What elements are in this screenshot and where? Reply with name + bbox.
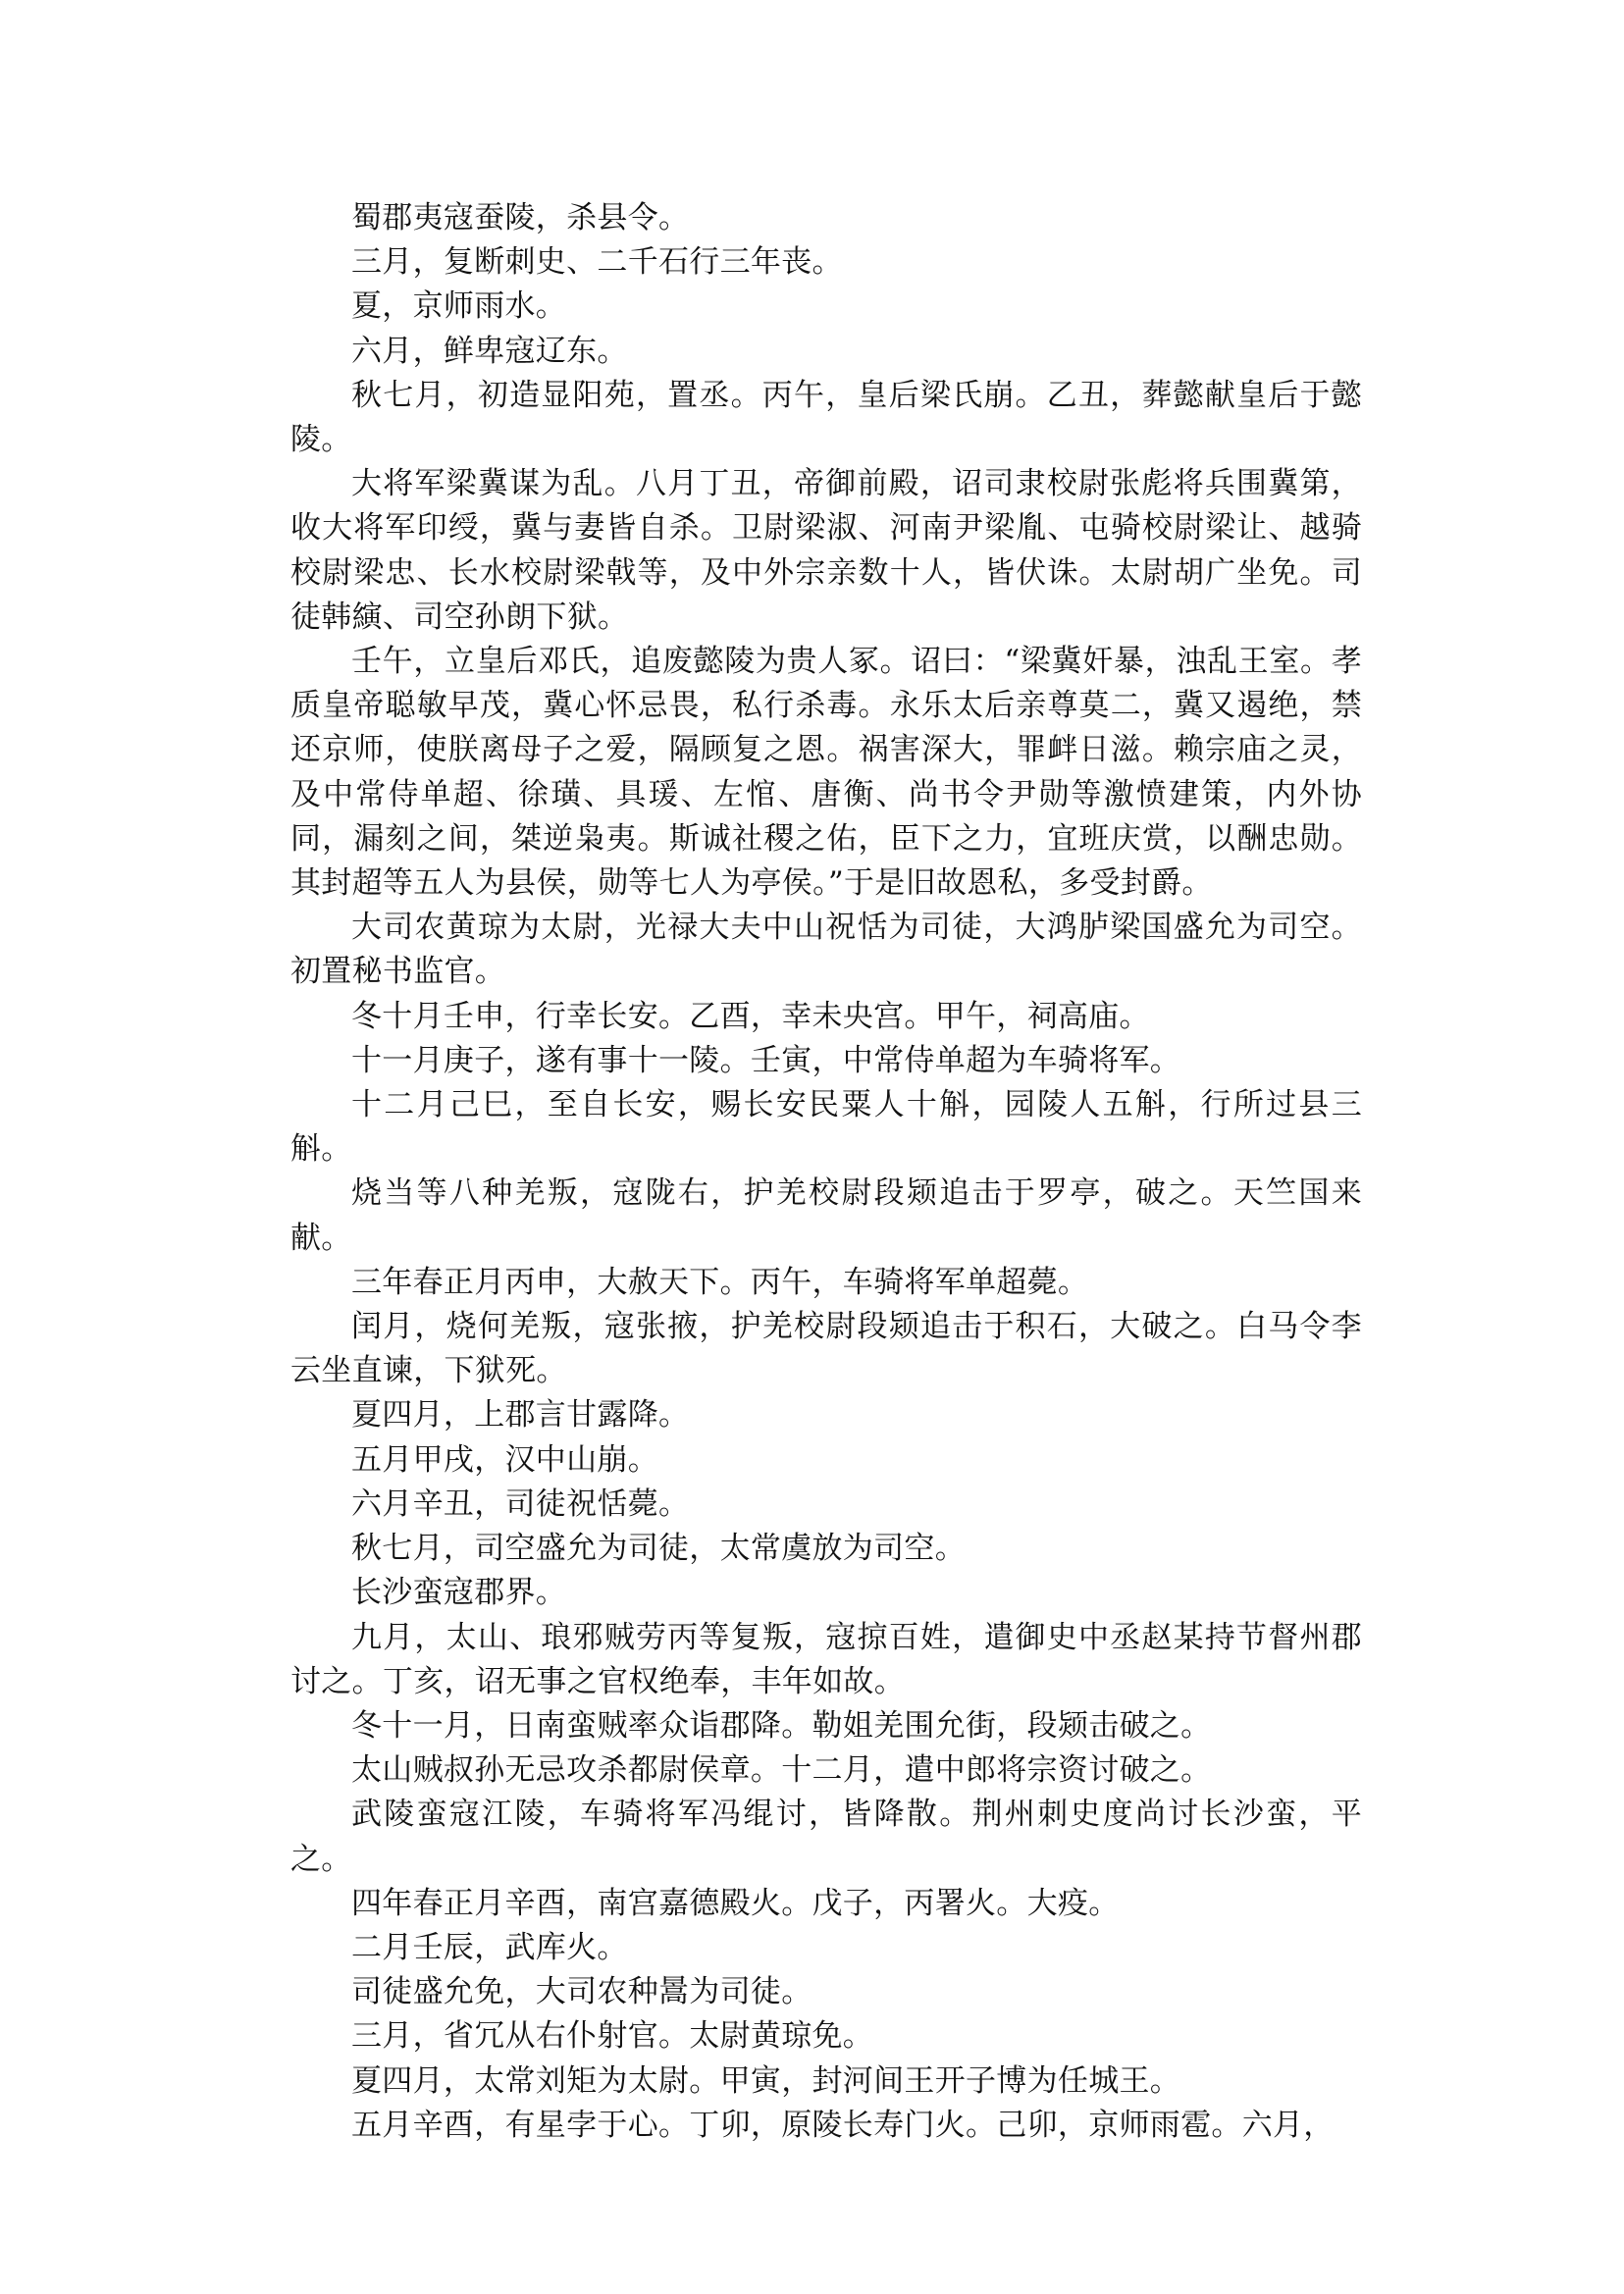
document-body [290, 196, 1362, 2148]
paragraph: 太山贼叔孙无忌攻杀都尉侯章。十二月，遣中郎将宗资讨破之。 [351, 1752, 1212, 1789]
paragraph: 夏四月，上郡言甘露降。 [351, 1397, 690, 1434]
paragraph: 烧当等八种羌叛，寇陇右，护羌校尉段颎追击于罗亭，破之。天竺国来献。 [290, 1175, 1362, 1256]
paragraph: 长沙蛮寇郡界。 [351, 1575, 567, 1611]
paragraph: 三月，复断刺史、二千石行三年丧。 [351, 244, 843, 281]
paragraph: 四年春正月辛酉，南宫嘉德殿火。戊子，丙署火。大疫。 [351, 1885, 1120, 1921]
paragraph: 十二月己巳，至自长安，赐长安民粟人十斛，园陵人五斛，行所过县三斛。 [290, 1087, 1362, 1168]
paragraph: 九月，太山、琅邪贼劳丙等复叛，寇掠百姓，遣御史中丞赵某持节督州郡讨之。丁亥，诏无事之官权绝奉，丰年如故。 [290, 1619, 1362, 1699]
paragraph: 夏四月，太常刘矩为太尉。甲寅，封河间王开子博为任城王。 [351, 2062, 1181, 2099]
paragraph: 五月辛酉，有星孛于心。丁卯，原陵长寿门火。己卯，京师雨雹。六月， [351, 2107, 1335, 2143]
paragraph: 五月甲戌，汉中山崩。 [351, 1441, 658, 1478]
paragraph: 三月，省冗从右仆射官。太尉黄琼免。 [351, 2018, 874, 2055]
paragraph: 三年春正月丙申，大赦天下。丙午，车骑将军单超薨。 [351, 1264, 1089, 1300]
paragraph: 蜀郡夷寇蚕陵，杀县令。 [351, 200, 690, 235]
paragraph: 秋七月，初造显阳苑，置丞。丙午，皇后梁氏崩。乙丑，葬懿献皇后于懿陵。 [290, 377, 1362, 458]
paragraph: 司徒盛允免，大司农种暠为司徒。 [351, 1974, 812, 2010]
paragraph: 六月，鲜卑寇辽东。 [351, 333, 628, 369]
paragraph: 冬十一月，日南蛮贼率众诣郡降。勒姐羌围允街，段颎击破之。 [351, 1707, 1212, 1744]
paragraph: 大将军梁冀谋为乱。八月丁丑，帝御前殿，诏司隶校尉张彪将兵围冀第，收大将军印绶，冀与妻皆自杀。卫尉梁淑、河南尹梁胤、屯骑校尉梁让、越骑校尉梁忠、长水校尉梁戟等，及中外宗亲数十人，皆伏诛。太尉胡广坐免。司徒韩縯、司空孙朗下狱。 [290, 466, 1362, 635]
paragraph: 十一月庚子，遂有事十一陵。壬寅，中常侍单超为车骑将军。 [351, 1042, 1181, 1078]
paragraph: 夏，京师雨水。 [351, 288, 567, 325]
paragraph: 大司农黄琼为太尉，光禄大夫中山祝恬为司徒，大鸿胪梁国盛允为司空。初置秘书监官。 [290, 910, 1362, 990]
paragraph: 闰月，烧何羌叛，寇张掖，护羌校尉段颎追击于积石，大破之。白马令李云坐直谏，下狱死。 [290, 1309, 1362, 1389]
paragraph: 壬午，立皇后邓氏，追废懿陵为贵人冢。诏曰：“梁冀奸暴，浊乱王室。孝质皇帝聪敏早茂，冀心怀忌畏，私行杀毒。永乐太后亲尊莫二，冀又遏绝，禁还京师，使朕离母子之爱，隔顾复之恩。祸害深大，罪衅日滋。赖宗庙之灵，及中常侍单超、徐璜、具瑗、左悺、唐衡、尚书令尹勋等激愤建策，内外协同，漏刻之间，桀逆枭夷。斯诚社稷之佑，臣下之力，宜班庆赏，以酬忠勋。其封超等五人为县侯，勋等七人为亭侯。”于是旧故恩私，多受封爵。 [290, 644, 1362, 902]
paragraph: 二月壬辰，武库火。 [351, 1929, 628, 1965]
paragraph: 冬十月壬申，行幸长安。乙酉，幸未央宫。甲午，祠高庙。 [351, 998, 1150, 1034]
paragraph: 秋七月，司空盛允为司徒，太常虞放为司空。 [351, 1531, 966, 1567]
paragraph: 武陵蛮寇江陵，车骑将军冯绲讨，皆降散。荆州刺史度尚讨长沙蛮，平之。 [290, 1797, 1362, 1877]
paragraph: 六月辛丑，司徒祝恬薨。 [351, 1486, 690, 1522]
